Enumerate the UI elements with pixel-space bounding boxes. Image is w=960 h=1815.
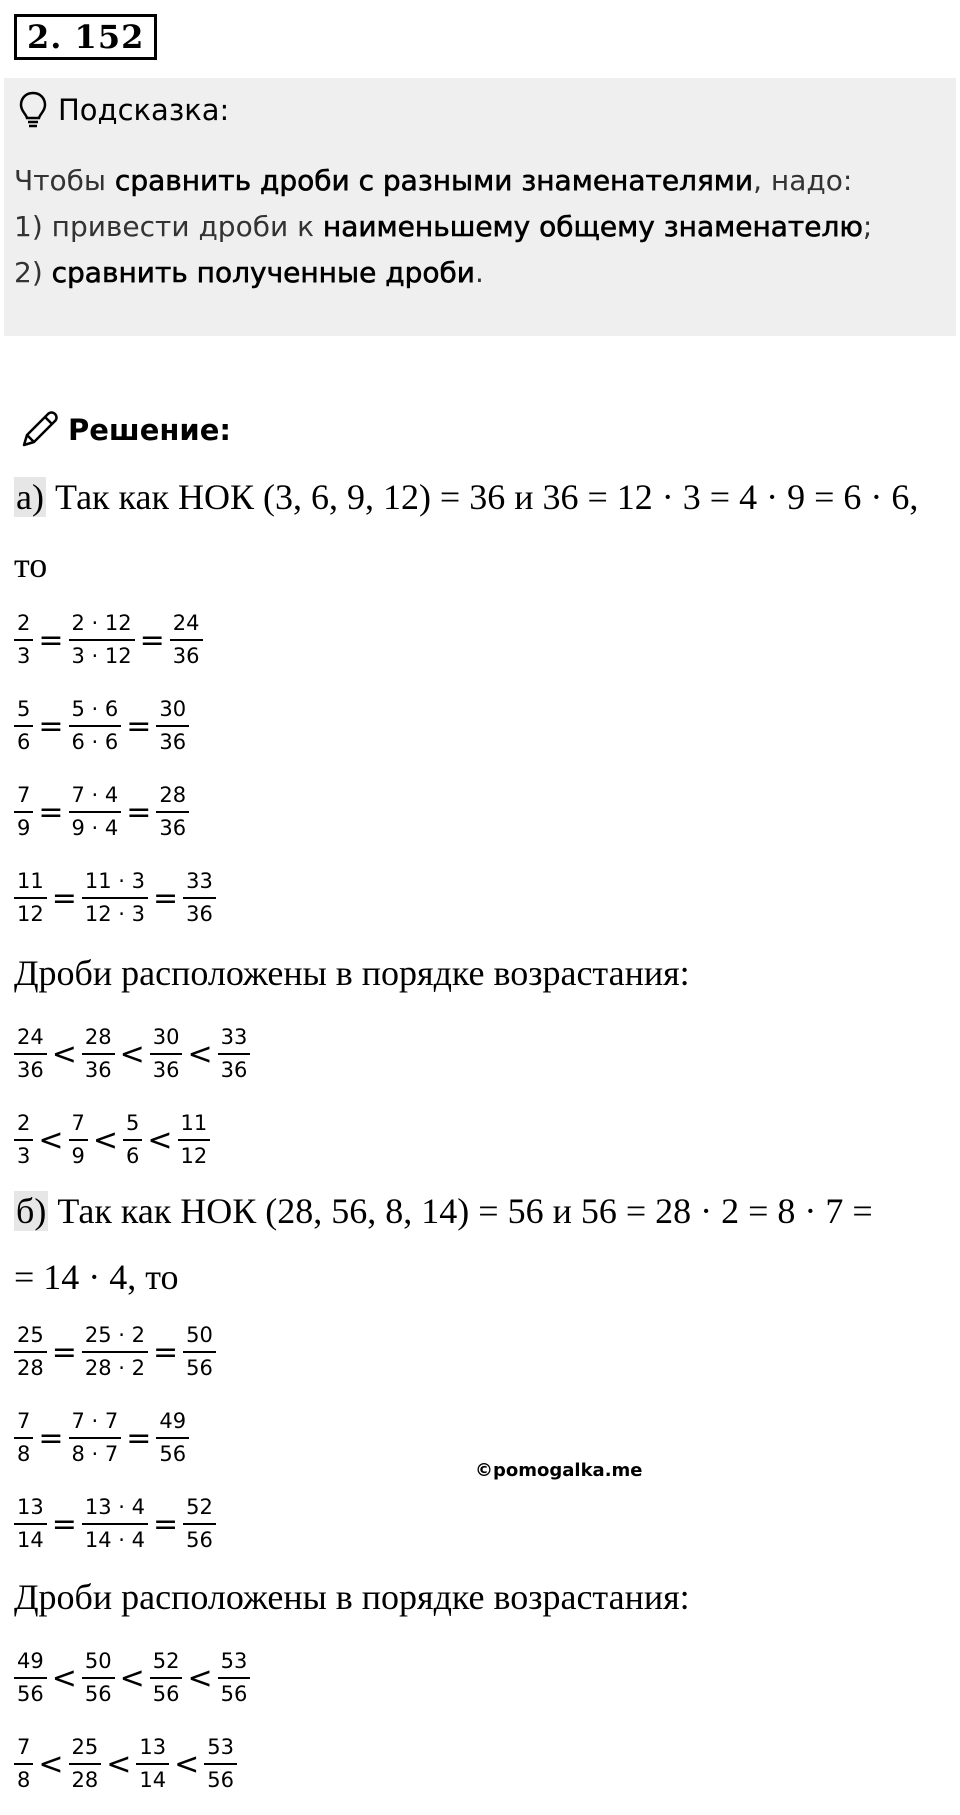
fraction-numerator: 49 (17, 1649, 44, 1673)
hint-line-2 (14, 204, 944, 250)
fraction-numerator: 30 (159, 697, 187, 721)
part-a-line-1 (14, 476, 918, 518)
fraction-denominator: 56 (156, 1437, 189, 1465)
equals-sign: = (38, 622, 64, 658)
fraction-denominator: 56 (14, 1677, 47, 1705)
fraction-denominator: 14 (136, 1763, 169, 1791)
part-b-text: Так как НОК (28, 56, 8, 14) = 56 и 56 = 28 · 2 = 8 · 7 = (48, 1191, 873, 1231)
inequality (14, 1642, 250, 1714)
fraction (82, 1325, 148, 1379)
fraction-denominator: 36 (156, 725, 189, 753)
hint-text: 2) (14, 256, 52, 289)
problem-number: 2. 152 (14, 14, 157, 60)
fraction (14, 1027, 47, 1081)
fraction-denominator: 36 (170, 639, 203, 667)
inequality (14, 1018, 250, 1090)
less-than-sign: < (187, 1036, 213, 1072)
fraction-denominator: 6 (14, 725, 33, 753)
fraction-numerator: 49 (159, 1409, 187, 1433)
hint-text: Чтобы (14, 164, 115, 197)
fraction-numerator: 53 (220, 1649, 248, 1673)
fraction-denominator: 3 (14, 639, 33, 667)
equation (14, 862, 216, 934)
equals-sign: = (51, 1506, 77, 1542)
equation (14, 1402, 189, 1474)
solution-header (18, 408, 231, 452)
fraction (156, 785, 189, 839)
fraction-denominator: 56 (218, 1677, 251, 1705)
fraction (136, 1737, 169, 1791)
fraction (14, 1113, 33, 1167)
fraction-numerator: 52 (186, 1495, 213, 1519)
fraction-denominator: 56 (204, 1763, 237, 1791)
fraction-denominator: 9 (69, 1139, 88, 1167)
less-than-sign: < (119, 1036, 145, 1072)
equals-sign: = (51, 880, 77, 916)
equation (14, 604, 203, 676)
part-b-line-1 (14, 1190, 873, 1232)
fraction-numerator: 13 · 4 (84, 1495, 145, 1519)
lightbulb-icon (18, 90, 48, 130)
fraction (183, 1325, 216, 1379)
equals-sign: = (126, 708, 152, 744)
fraction-numerator: 5 (17, 697, 31, 721)
hint-text: ; (862, 210, 873, 243)
fraction-denominator: 9 (14, 811, 33, 839)
part-a-line-2: то (14, 545, 48, 585)
fraction (14, 1497, 47, 1551)
fraction-numerator: 25 · 2 (84, 1323, 145, 1347)
hint-line-1 (14, 158, 944, 204)
fraction (14, 1651, 47, 1705)
fraction (123, 1113, 142, 1167)
fraction-numerator: 2 · 12 (71, 611, 132, 635)
hint-line-3 (14, 250, 944, 296)
fraction-denominator: 3 (14, 1139, 33, 1167)
fraction-numerator: 33 (186, 869, 213, 893)
less-than-sign: < (174, 1746, 200, 1782)
fraction (69, 785, 122, 839)
fraction-denominator: 12 (14, 897, 47, 925)
equation (14, 690, 189, 762)
fraction (69, 613, 135, 667)
fraction (150, 1027, 183, 1081)
fraction-denominator: 36 (183, 897, 216, 925)
fraction-denominator: 6 (123, 1139, 142, 1167)
fraction-numerator: 11 · 3 (84, 869, 145, 893)
fraction-numerator: 53 (207, 1735, 234, 1759)
fraction-denominator: 56 (150, 1677, 183, 1705)
fraction-numerator: 7 (17, 783, 31, 807)
fraction-numerator: 50 (186, 1323, 213, 1347)
fraction (14, 1737, 33, 1791)
fraction (170, 613, 203, 667)
fraction-numerator: 50 (84, 1649, 112, 1673)
less-than-sign: < (51, 1660, 77, 1696)
part-b-letter: б) (16, 1191, 47, 1231)
fraction-denominator: 8 (14, 1437, 33, 1465)
equation (14, 1316, 216, 1388)
fraction-denominator: 36 (218, 1053, 251, 1081)
fraction-numerator: 13 (17, 1495, 44, 1519)
fraction (14, 1325, 47, 1379)
less-than-sign: < (106, 1746, 132, 1782)
equals-sign: = (38, 708, 64, 744)
fraction (82, 1497, 148, 1551)
fraction-numerator: 28 (84, 1025, 112, 1049)
fraction-denominator: 8 (14, 1763, 33, 1791)
fraction-numerator: 24 (17, 1025, 44, 1049)
fraction (82, 1651, 115, 1705)
fraction (69, 1113, 88, 1167)
fraction-numerator: 13 (139, 1735, 167, 1759)
fraction-denominator: 28 (69, 1763, 102, 1791)
fraction-denominator: 36 (14, 1053, 47, 1081)
fraction-numerator: 24 (172, 611, 200, 635)
fraction (156, 699, 189, 753)
inequality (14, 1728, 237, 1800)
fraction-denominator: 36 (150, 1053, 183, 1081)
fraction-numerator: 52 (152, 1649, 180, 1673)
fraction (69, 699, 122, 753)
less-than-sign: < (38, 1122, 64, 1158)
equation (14, 1488, 216, 1560)
fraction (14, 1411, 33, 1465)
fraction-numerator: 33 (220, 1025, 248, 1049)
equals-sign: = (38, 794, 64, 830)
fraction (14, 871, 47, 925)
fraction-numerator: 30 (152, 1025, 180, 1049)
hint-text: 1) привести дроби к (14, 210, 323, 243)
hint-title: Подсказка: (58, 93, 230, 127)
part-a-text: Так как НОК (3, 6, 9, 12) = 36 и 36 = 12 · 3 = 4 · 9 = 6 · 6, (45, 477, 919, 517)
equals-sign: = (38, 1420, 64, 1456)
less-than-sign: < (147, 1122, 173, 1158)
fraction (218, 1651, 251, 1705)
fraction-numerator: 25 (17, 1323, 44, 1347)
fraction-numerator: 7 (17, 1735, 31, 1759)
less-than-sign: < (51, 1036, 77, 1072)
fraction (14, 699, 33, 753)
fraction-denominator: 36 (82, 1053, 115, 1081)
fraction-numerator: 5 · 6 (71, 697, 119, 721)
fraction (14, 613, 33, 667)
fraction-numerator: 7 (71, 1111, 85, 1135)
equals-sign: = (152, 1334, 179, 1370)
fraction-denominator: 56 (183, 1351, 216, 1379)
fraction-denominator: 14 · 4 (82, 1523, 148, 1551)
fraction-denominator: 12 (178, 1139, 211, 1167)
fraction-numerator: 2 (17, 611, 31, 635)
hint-bold: сравнить полученные дроби (51, 256, 475, 289)
fraction-numerator: 5 (126, 1111, 140, 1135)
watermark: ©pomogalka.me (475, 1460, 643, 1481)
fraction-denominator: 8 · 7 (69, 1437, 122, 1465)
fraction-numerator: 7 · 4 (71, 783, 119, 807)
fraction-denominator: 3 · 12 (69, 639, 135, 667)
fraction-numerator: 28 (159, 783, 187, 807)
hint-header (18, 88, 229, 132)
fraction-numerator: 2 (17, 1111, 31, 1135)
fraction-denominator: 56 (82, 1677, 115, 1705)
fraction-denominator: 36 (156, 811, 189, 839)
fraction-numerator: 25 (71, 1735, 99, 1759)
fraction-numerator: 7 · 7 (71, 1409, 119, 1433)
fraction (69, 1411, 122, 1465)
part-a-letter: а) (16, 477, 44, 517)
equals-sign: = (139, 622, 165, 658)
hint-text: , надо: (753, 164, 853, 197)
fraction-numerator: 11 (17, 869, 44, 893)
less-than-sign: < (92, 1122, 119, 1158)
inequality (14, 1104, 210, 1176)
less-than-sign: < (38, 1746, 64, 1782)
less-than-sign: < (187, 1660, 213, 1696)
fraction-denominator: 6 · 6 (69, 725, 122, 753)
hint-text: . (474, 256, 484, 289)
part-a-order-text: Дроби расположены в порядке возрастания: (14, 953, 690, 993)
fraction-denominator: 12 · 3 (82, 897, 148, 925)
fraction-numerator: 11 (180, 1111, 208, 1135)
fraction (14, 785, 33, 839)
fraction-numerator: 7 (17, 1409, 31, 1433)
hint-bold: сравнить дроби с разными знаменателями (114, 164, 754, 197)
fraction-denominator: 9 · 4 (69, 811, 122, 839)
fraction-denominator: 14 (14, 1523, 47, 1551)
equals-sign: = (51, 1334, 77, 1370)
fraction-denominator: 56 (183, 1523, 216, 1551)
hint-body (14, 158, 944, 296)
solution-title: Решение: (68, 413, 232, 447)
fraction (69, 1737, 102, 1791)
equals-sign: = (126, 1420, 152, 1456)
part-b-line-2: = 14 · 4, то (14, 1257, 179, 1297)
less-than-sign: < (119, 1660, 145, 1696)
equals-sign: = (126, 794, 152, 830)
fraction (82, 871, 148, 925)
hint-bold: наименьшему общему знаменателю (322, 210, 863, 243)
fraction-denominator: 28 · 2 (82, 1351, 148, 1379)
fraction (178, 1113, 211, 1167)
pencil-icon (18, 409, 60, 451)
fraction (156, 1411, 189, 1465)
fraction (183, 871, 216, 925)
fraction (183, 1497, 216, 1551)
fraction (82, 1027, 115, 1081)
equals-sign: = (152, 880, 179, 916)
part-b-order-text: Дроби расположены в порядке возрастания: (14, 1577, 690, 1617)
fraction-denominator: 28 (14, 1351, 47, 1379)
equals-sign: = (152, 1506, 179, 1542)
fraction (204, 1737, 237, 1791)
fraction (218, 1027, 251, 1081)
equation (14, 776, 189, 848)
fraction (150, 1651, 183, 1705)
